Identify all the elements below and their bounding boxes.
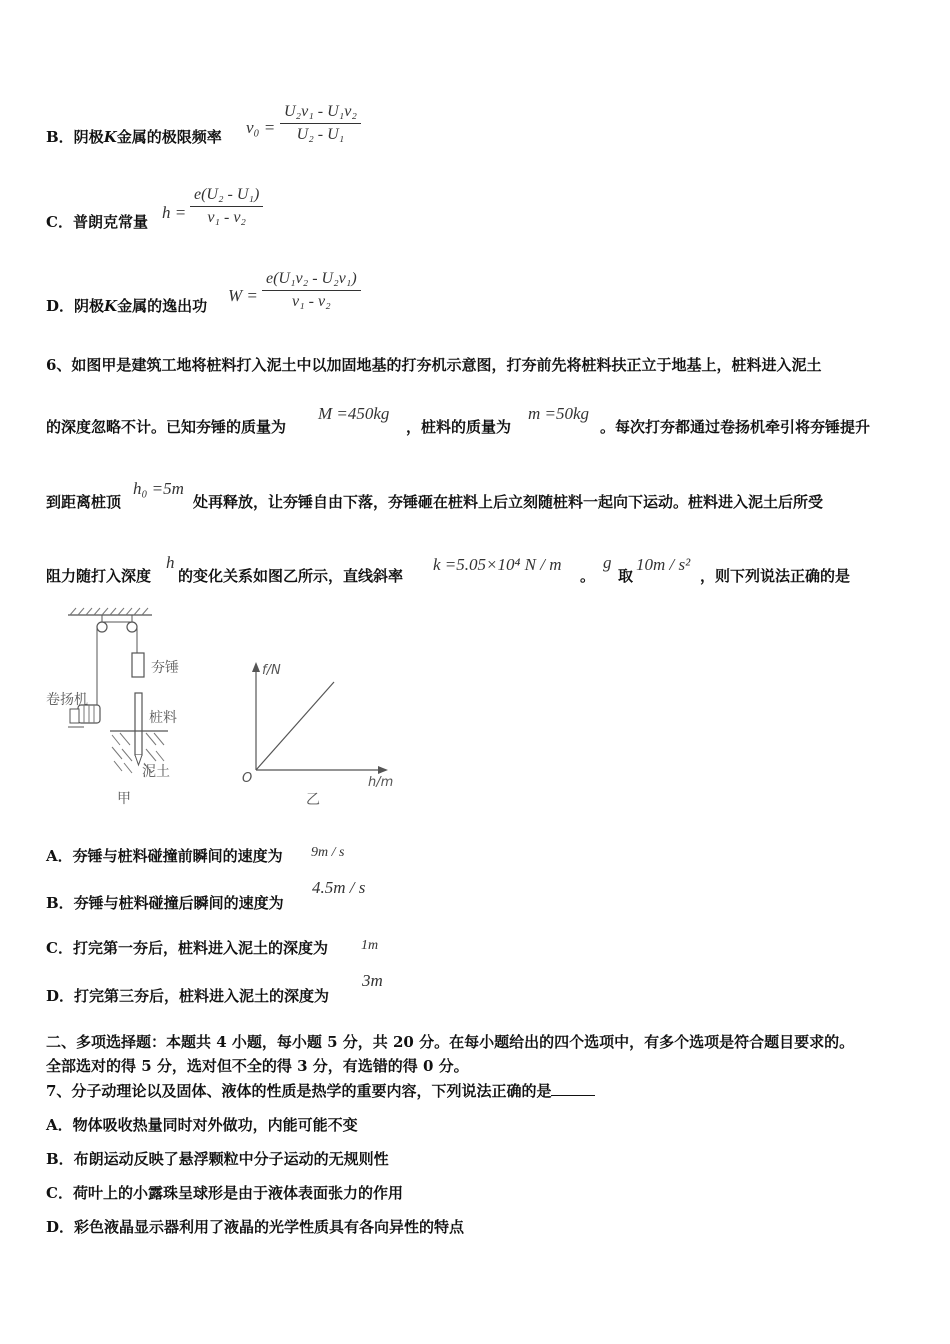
y-axis-label: f/N	[262, 663, 281, 678]
q5-option-c-label: C．普朗克常量	[46, 213, 148, 231]
q6-math-g: g	[603, 553, 612, 572]
q5-option-b-fraction	[280, 103, 361, 144]
q5-option-d	[46, 296, 207, 316]
q5-option-b-italic: K	[103, 128, 117, 146]
q6-math-mass-hammer: M =450kg	[318, 404, 390, 423]
caption-yi: 乙	[306, 792, 320, 808]
caption-jia: 甲	[117, 791, 131, 807]
q6-math-g-value: 10m / s²	[636, 555, 691, 574]
figure-jia	[40, 605, 210, 810]
label-winch: 卷扬机	[46, 692, 88, 708]
q7-option-c: C．荷叶上的小露珠呈球形是由于液体表面张力的作用	[46, 1184, 403, 1202]
origin-label: O	[242, 771, 253, 786]
q6-stem-line-4a: 阻力随打入深度	[46, 567, 152, 585]
q6-stem-line-4d: 取	[618, 567, 634, 585]
q5-option-c-fraction	[190, 186, 263, 227]
figure-yi	[232, 652, 402, 810]
ceiling-hatch	[70, 608, 148, 615]
q6-option-d	[46, 986, 329, 1006]
q5-option-b-text: 金属的极限频率	[116, 128, 222, 146]
q6-stem-line-4c: 。	[580, 567, 596, 585]
q6-stem-line-1: 6、如图甲是建筑工地将桩料打入泥土中以加固地基的打夯机示意图，打夯前先将桩料扶正立于地基上，桩料进入泥土	[46, 356, 822, 374]
q5-option-c-lhs: h =	[162, 203, 187, 222]
q5-option-d-numerator: e(U₁v₂ - U₂v₁)	[262, 270, 361, 291]
x-axis-label: h/m	[368, 775, 394, 790]
q6-stem-line-4e: ，则下列说法正确的是	[700, 567, 851, 585]
q7-option-a: A．物体吸收热量同时对外做功，内能可能不变	[46, 1116, 358, 1134]
q5-option-b-numerator: U₂v₁ - U₁v₂	[280, 103, 361, 124]
q6-option-d-text: D．打完第三夯后，桩料进入泥土的深度为	[46, 987, 330, 1005]
hammer-shape	[132, 653, 144, 677]
q5-option-b-denominator: U₂ - U₁	[296, 126, 345, 143]
q6-option-c-math: 1m	[361, 938, 379, 953]
y-axis-arrow	[252, 662, 260, 672]
q6-option-b-text: B．夯锤与桩料碰撞后瞬间的速度为	[46, 894, 284, 912]
q5-option-b	[46, 127, 222, 147]
q6-stem-line-2b: ，桩料的质量为	[406, 418, 512, 436]
q7-stem-text: 7、分子动理论以及固体、液体的性质是热学的重要内容，下列说法正确的是	[46, 1082, 552, 1100]
label-pile: 桩料	[149, 710, 177, 726]
q6-stem-line-2a: 的深度忽略不计。已知夯锤的质量为	[46, 418, 287, 436]
q6-stem-line-4b: 的变化关系如图乙所示，直线斜率	[178, 567, 404, 585]
pulley-right	[127, 622, 137, 632]
q6-stem-line-3a: 到距离桩顶	[46, 493, 122, 511]
q6-math-mass-pile: m =50kg	[528, 404, 590, 423]
q7-option-d: D．彩色液晶显示器利用了液晶的光学性质具有各向异性的特点	[46, 1218, 465, 1236]
q6-option-a-math: 9m / s	[311, 845, 345, 860]
pile-shape	[135, 693, 142, 755]
q5-option-b-label: B．阴极	[46, 128, 104, 146]
label-hammer: 夯锤	[151, 660, 179, 676]
q6-option-b	[46, 893, 284, 913]
q5-option-c-denominator: v₁ - v₂	[207, 209, 246, 226]
label-soil: 泥土	[142, 764, 170, 780]
q5-option-c-numerator: e(U₂ - U₁)	[190, 186, 263, 207]
q6-math-depth: h	[166, 553, 175, 572]
q5-option-d-fraction	[262, 270, 361, 311]
q5-option-c	[46, 212, 148, 232]
q7-answer-blank	[551, 1081, 595, 1096]
q6-stem-line-2c: 。每次打夯都通过卷扬机牵引将夯锤提升	[600, 418, 871, 436]
q7-stem	[46, 1081, 595, 1101]
q6-option-b-math: 4.5m / s	[312, 878, 366, 897]
section2-line-1: 二、多项选择题：本题共 4 小题，每小题 5 分，共 20 分。在每小题给出的四个选项中，有多个选项是符合题目要求的。	[46, 1033, 855, 1051]
q6-option-c	[46, 938, 328, 958]
q6-option-a-text: A．夯锤与桩料碰撞前瞬间的速度为	[46, 847, 283, 865]
section2-line-2: 全部选对的得 5 分，选对但不全的得 3 分，有选错的得 0 分。	[46, 1057, 469, 1075]
q7-option-b: B．布朗运动反映了悬浮颗粒中分子运动的无规则性	[46, 1150, 389, 1168]
q5-option-d-italic: K	[104, 297, 118, 315]
q5-option-b-lhs: v₀ =	[246, 118, 276, 137]
q5-option-d-lhs: W =	[228, 286, 258, 305]
q6-option-c-text: C．打完第一夯后，桩料进入泥土的深度为	[46, 939, 328, 957]
pulley-left	[97, 622, 107, 632]
q6-math-height: h₀ =5m	[133, 479, 184, 498]
q5-option-d-text: 金属的逸出功	[117, 297, 208, 315]
force-depth-line	[256, 682, 334, 770]
q6-option-a	[46, 846, 283, 866]
q6-math-slope: k =5.05×10⁴ N / m	[433, 555, 562, 574]
q6-stem-line-3b: 处再释放，让夯锤自由下落，夯锤砸在桩料上后立刻随桩料一起向下运动。桩料进入泥土后所受	[193, 493, 824, 511]
q5-option-d-label: D．阴极	[46, 297, 105, 315]
q6-option-d-math: 3m	[362, 971, 383, 990]
x-axis-arrow	[378, 766, 388, 774]
q5-option-d-denominator: v₁ - v₂	[292, 293, 331, 310]
